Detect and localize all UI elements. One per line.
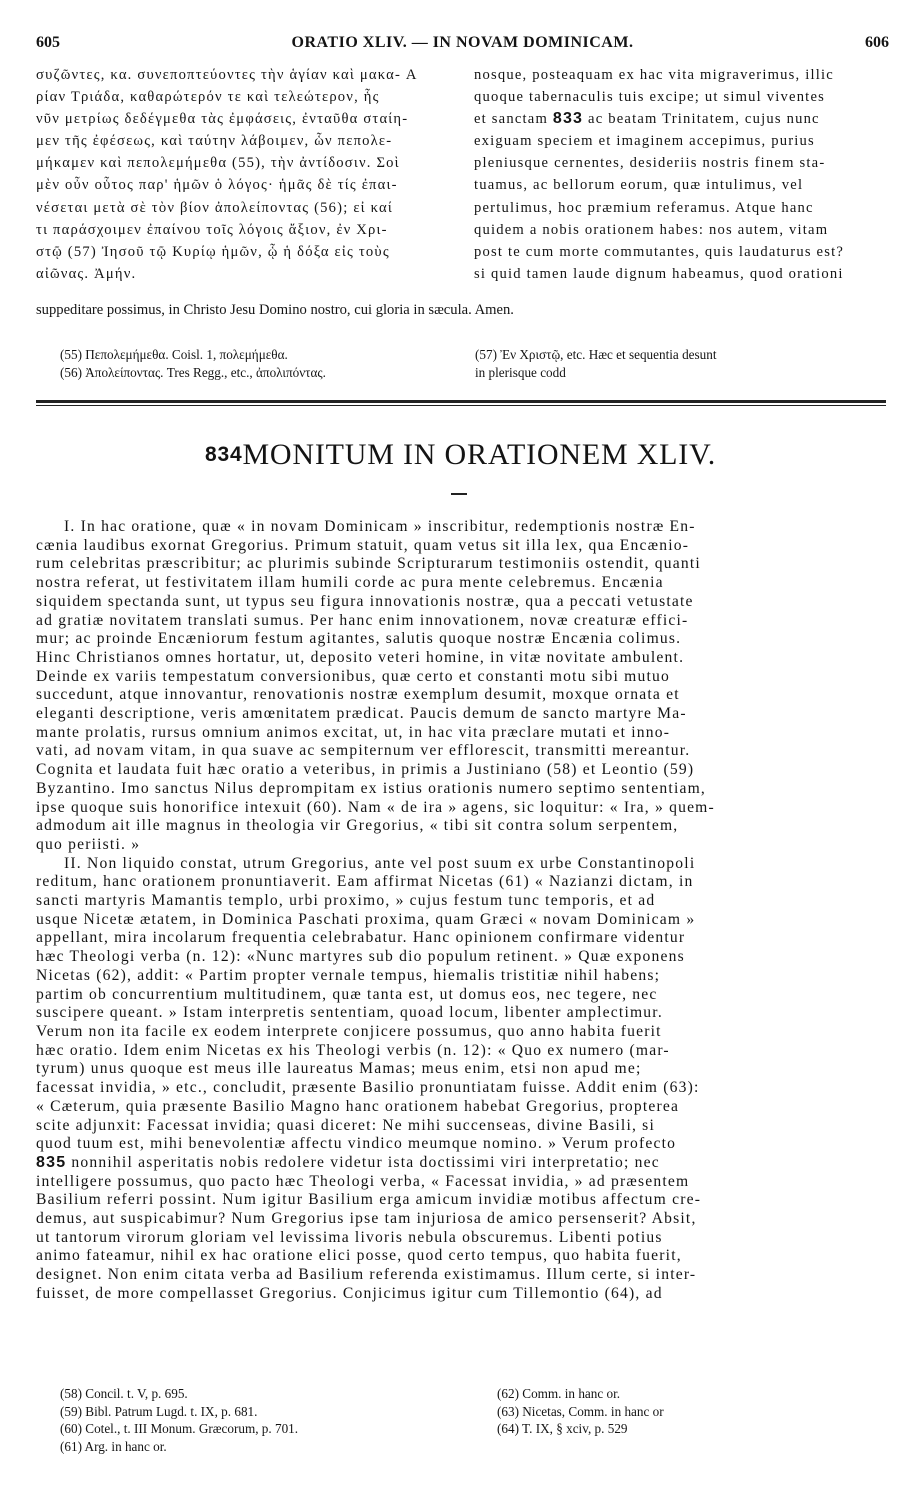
footnote: (60) Cotel., t. III Monum. Græcorum, p. 701. [60,1421,299,1436]
page-number-left: 605 [36,34,60,51]
text-line: I. In hac oratione, quæ « in novam Dominicam » inscribitur, redemptionis nostræ En- [64,518,696,535]
text-line: nostra referat, ut festivitatem illam humili corde ac pura mente celebremus. Encænia [36,574,664,592]
text-line: sancti martyris Mamantis templo, urbi proximo, » cujus festum tunc temporis, et ad [36,892,656,910]
text-line: Deinde ex variis tempestatum conversionibus, quæ certo et constanti motu sibi mutuo [36,667,671,685]
text-line: cænia laudibus exornat Gregorius. Primum statuit, quam vetus sit illa lex, qua Encænio- [36,536,690,554]
latin-line: pleniusque cernentes, desideriis nostris finem sta- [474,155,826,172]
text-line: facessat invidia, » etc., concludit, præsente Basilio pronuntiatam fuisse. Addit enim (63): [36,1079,700,1097]
running-header [36,34,889,56]
footnotes-bottom-right [497,1385,664,1438]
text-line: usque Nicetæ ætatem, in Dominica Paschati proxima, quam Græci « novam Dominicam » [36,910,696,928]
latin-line [474,108,886,130]
greek-line: μεν τῆς ἐφέσεως, καὶ ταύτην λάβοιμεν, ὧν πεπολε- [36,133,393,150]
text-line: scite adjunxit: Facessat invidia; quasi diceret: Ne mihi succenseas, divine Basili, si [36,1116,655,1134]
greek-line: συζῶντες, κα. συνεποπτεύοντες τὴν ἁγίαν καὶ μακα- A [36,67,418,83]
text-line: appellant, mira incolarum frequentia celebrabatur. Hanc opinionem confirmare videntur [36,929,686,947]
column-number-835: 835 [36,1153,67,1171]
footnote: (61) Arg. in hanc or. [60,1438,167,1454]
title-dash [451,493,467,495]
text-line: Byzantino. Imo sanctus Nilus deprompitam ex istius orationis numero septimo sententiam, [36,779,707,797]
text-line: quo periisti. » [36,835,141,853]
text-line: animo fateamur, nihil ex hac oratione elici posse, quod certo tempus, quo habita fuerit, [36,1247,682,1265]
text-line: II. Non liquido constat, utrum Gregorius, ante vel post suum ex urbe Constantinopoli [64,854,696,872]
footnote: (56) Ἀπολείποντας. Tres Regg., etc., ἀπολιπόντας. [60,365,326,380]
text-line: intelligere possumus, quo pacto hæc Theologi verba, « Facessat invidia, » ad præsentem [36,1172,690,1190]
footnote: (64) T. IX, § xciv, p. 529 [497,1421,628,1436]
text-line: mur; ac proinde Encæniorum festum agitantes, salutis quoque nostræ Encænia colimus. [36,630,682,648]
text-line: siquidem spectanda sunt, ut typus seu figura innovationis nostræ, qua a peccati vetustate [36,592,694,610]
greek-line: μήκαμεν καὶ πεπολεμήμεθα (55), τὴν ἀντίδοσιν. Σοὶ [36,155,400,172]
text-line: mante prolatis, rursus omnium animos excitat, ut, in hac vita præclare mutati et inno- [36,723,671,741]
text-line-content: nonnihil asperitatis nobis redolere videtur ista doctissimi viri interpretatio; nec [71,1153,660,1171]
paragraph-2 [36,855,886,1304]
latin-column [474,64,886,285]
text-line: hæc oratio. Idem enim Nicetas ex his Theologi verbis (n. 12): « Quo ex numero (mar- [36,1041,670,1059]
footnote: (59) Bibl. Patrum Lugd. t. IX, p. 681. [60,1403,258,1419]
footnote: (57) Ἐν Χριστῷ, etc. Hæc et sequentia desunt [475,347,717,362]
footnote: in plerisque codd [475,365,566,380]
latin-line: si quid tamen laude dignum habeamus, quod orationi [474,265,844,282]
text-line: Verum non ita facile ex eodem interprete conjicere possumus, quo anno habita fuerit [36,1022,662,1040]
latin-line: quoque tabernaculis tuis excipe; ut simul viventes [474,89,825,106]
latin-line: exiguam speciem et imaginem accepimus, purius [474,133,815,150]
closing-line: suppeditare possimus, in Christo Jesu Domino nostro, cui gloria in sæcula. Amen. [36,302,514,318]
latin-line: quidem a nobis orationem habes: nos autem, vitam [474,221,829,238]
text-line: tyrum) unus quoque est meus ille laureatus Mamas; meus enim, etsi non apud me; [36,1060,642,1078]
column-number-834: 834 [204,443,243,466]
latin-line: tuamus, ac bellorum eorum, quæ intulimus, vel [474,177,804,194]
text-line: hæc Theologi verba (n. 12): «Nunc martyres sub dio populum retinent. » Quæ exponens [36,948,685,966]
greek-column [36,64,460,285]
text-line: succedunt, atque innovantur, renovationis nostræ exemplum desumit, moxque ornata et [36,686,680,704]
text-line: « Cæterum, quia præsente Basilio Magno hanc orationem habebat Gregorius, propterea [36,1097,680,1115]
text-line: ut tantorum virorum gloriam vel levissima livoris nebula obscuremus. Libenti potius [36,1228,663,1246]
monitum-body [36,518,886,1304]
text-line: designet. Non enim citata verba ad Basilium referenda existimamus. Illum certe, si inter- [36,1266,697,1284]
greek-line: νέσεται μετὰ σὲ τὸν βίον ἀπολείποντας (56); εἰ καί [36,199,394,216]
footnote: (63) Nicetas, Comm. in hanc or [497,1403,664,1419]
text-line: partim ob concurrentium multitudinem, quæ tanta est, ut domus eos, nec tegere, nec [36,985,658,1003]
greek-line: τι παράσχοιμεν ἐπαίνου τοῖς λόγοις ἄξιον, ἐν Χρι- [36,221,388,238]
text-line [36,1154,886,1173]
text-line: ipse quoque suis honorifice intexuit (60). Nam « de ira » agens, sic loquitur: « Ira, » quem- [36,798,715,816]
footnotes-top-right [475,346,717,382]
latin-line: post te cum morte commutantes, quis laudaturus est? [474,243,845,260]
greek-line: στῷ (57) Ἰησοῦ τῷ Κυρίῳ ἡμῶν, ᾧ ἡ δόξα εἰς τοὺς [36,243,390,260]
greek-line: ρίαν Τριάδα, καθαρώτερόν τε καὶ τελεώτερον, ἧς [36,89,380,106]
latin-line: nosque, posteaquam ex hac vita migraverimus, illic [474,67,834,83]
text-line: Cognita et laudata fuit hæc oratio a veteribus, in primis a Justiniano (58) et Leontio (59) [36,761,695,779]
text-line: ad gratiæ novitatem translati sumus. Per hanc enim innovationem, novæ creaturæ effici- [36,611,689,629]
footnote: (62) Comm. in hanc or. [497,1386,621,1401]
text-line: Nicetas (62), addit: « Partim propter vernale tempus, hiemalis tristitiæ nihil habens; [36,966,661,984]
paragraph-1 [36,518,886,855]
latin-line-part: et sanctam [474,111,548,128]
section-title [0,438,921,472]
latin-line: pertulimus, hoc præmium referamus. Atque hanc [474,199,814,216]
section-divider-thick [36,400,886,403]
footnote: (55) Πεπολεμήμεθα. Coisl. 1, πολεμήμεθα. [60,347,288,362]
greek-line: μὲν οὖν οὗτος παρ' ἡμῶν ὁ λόγος· ἡμᾶς δὲ τίς ἐπαι- [36,177,398,194]
text-line: quod tuum est, mihi benevolentiæ affectu vindico meumque nomino. » Verum profecto [36,1135,677,1153]
section-divider-thin [36,405,886,406]
text-line: eleganti descriptione, veris amœnitatem prædicat. Paucis demum de sancto martyre Ma- [36,705,687,723]
text-line: admodum ait ille magnus in theologia vir Gregorius, « tibi sit contra solum serpentem, [36,817,679,835]
text-line: demus, aut suspicabimur? Num Gregorius ipse tam injuriosa de amico persenserit? Absit, [36,1210,697,1228]
running-title: ORATIO XLIV. — IN NOVAM DOMINICAM. [291,34,634,51]
footnote: (58) Concil. t. V, p. 695. [60,1386,188,1401]
monitum-title: MONITUM IN ORATIONEM XLIV. [242,438,716,471]
column-number-833: 833 [552,110,584,128]
text-line: reditum, hanc orationem pronuntiaverit. Eam affirmat Nicetas (61) « Nazianzi dictam, in [36,873,694,891]
text-line: vati, ad novam vitam, in qua suave ac sempiternum ver efflorescit, transmitti mereantur. [36,742,691,760]
footnotes-top-left [60,346,326,382]
footnotes-bottom-left [60,1385,298,1455]
page-number-right: 606 [865,34,889,51]
text-line: Basilium referri possint. Num igitur Basilium erga amicum invidiæ motibus affectum cre- [36,1191,702,1209]
greek-line: αἰῶνας. Ἀμήν. [36,265,137,282]
text-line: Hinc Christianos omnes hortatur, ut, deposito veteri homine, in vitæ novitate ambulent. [36,648,685,666]
greek-line: νῦν μετρίως δεδέγμεθα τὰς ἐμφάσεις, ἐνταῦθα σταίη- [36,111,409,128]
text-line: fuisset, de more compellasset Gregorius. Conjicimus igitur cum Tillemontio (64), ad [36,1284,663,1302]
text-line: rum celebritas præscribitur; ac plurimis subinde Scripturarum testimoniis ostendit, quanti [36,555,701,573]
latin-line-part: ac beatam Trinitatem, cujus nunc [588,111,820,128]
text-line: suscipere queant. » Istam interpretis sententiam, quoad locum, libenter amplectimur. [36,1004,663,1022]
